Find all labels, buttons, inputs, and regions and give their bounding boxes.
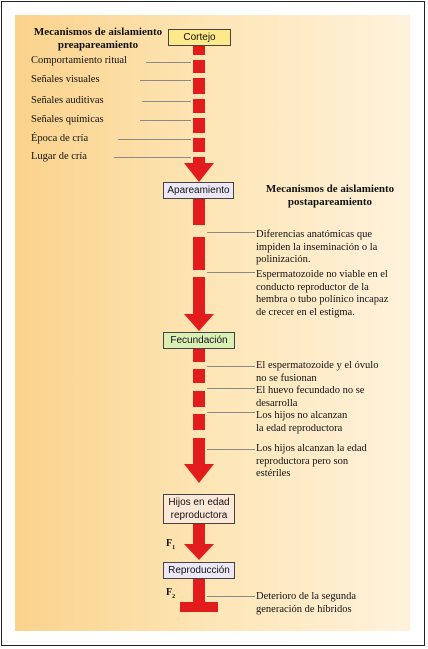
pre-item-auditory: Señales auditivas bbox=[31, 95, 104, 106]
arrow-head-3 bbox=[184, 464, 214, 484]
arrow-segment bbox=[193, 60, 205, 73]
post-connector-4 bbox=[207, 388, 255, 389]
arrow-segment bbox=[193, 277, 205, 315]
pre-item-season: Época de cría bbox=[31, 133, 89, 144]
pre-connector-6 bbox=[114, 157, 191, 158]
post-connector-5 bbox=[207, 412, 255, 413]
arrow-head-4 bbox=[184, 544, 214, 561]
post-item-sterile: Los hijos alcanzan la edad reproductora pero son estériles bbox=[256, 443, 367, 479]
arrow-segment bbox=[193, 524, 205, 545]
generation-f2: $F_2$ bbox=[166, 587, 176, 600]
arrow-segment bbox=[193, 237, 205, 270]
arrow-segment bbox=[193, 99, 205, 113]
arrow-segment bbox=[193, 347, 205, 362]
pre-item-visual: Señales visuales bbox=[31, 74, 100, 85]
post-item-sperm-nonviable: Espermatozoide no viable en el conducto reproductor de la hembra o tubo polínico incapaz de crecer en el estigma. bbox=[256, 269, 389, 318]
barrier-bar bbox=[180, 602, 218, 612]
pre-connector-2 bbox=[140, 80, 191, 81]
pre-item-chemical: Señales químicas bbox=[31, 114, 104, 125]
arrow-segment bbox=[193, 46, 205, 55]
pre-connector-3 bbox=[142, 101, 191, 102]
arrow-segment bbox=[193, 414, 205, 430]
pre-heading: Mecanismos de aislamiento preapareamiento bbox=[33, 26, 163, 51]
post-connector-6 bbox=[207, 449, 255, 450]
post-item-anatomical: Diferencias anatómicas que impiden la inseminación o la polinización. bbox=[256, 229, 378, 265]
post-item-hybrid-breakdown: Deterioro de la segunda generación de híbridos bbox=[256, 591, 357, 615]
stage-fecundacion: Fecundación bbox=[163, 332, 235, 349]
post-connector-2 bbox=[207, 272, 255, 273]
arrow-segment bbox=[193, 369, 205, 383]
arrow-head-1 bbox=[184, 163, 214, 183]
post-item-no-development: El huevo fecundado no se desarrolla bbox=[256, 385, 365, 409]
post-connector-3 bbox=[207, 366, 255, 367]
arrow-head-2 bbox=[184, 314, 214, 332]
arrow-segment bbox=[193, 391, 205, 407]
post-item-no-fusion: El espermatozoide y el óvulo no se fusionan bbox=[256, 360, 379, 384]
arrow-segment bbox=[193, 438, 205, 465]
arrow-stem-final bbox=[193, 579, 205, 603]
pre-connector-5 bbox=[118, 139, 191, 140]
stage-hijos: Hijos en edad reproductora bbox=[163, 494, 235, 524]
pre-item-ritual: Comportamiento ritual bbox=[31, 55, 127, 66]
stage-reproduccion: Reproducción bbox=[163, 562, 235, 579]
pre-item-place: Lugar de cría bbox=[31, 151, 87, 162]
arrow-segment bbox=[193, 138, 205, 152]
stage-apareamiento: Apareamiento bbox=[163, 182, 234, 199]
pre-connector-1 bbox=[146, 62, 191, 63]
arrow-segment bbox=[193, 198, 205, 225]
post-heading: Mecanismos de aislamiento postapareamiento bbox=[265, 183, 395, 208]
arrow-segment bbox=[193, 118, 205, 133]
pre-connector-4 bbox=[140, 120, 191, 121]
post-connector-1 bbox=[207, 232, 255, 233]
arrow-segment bbox=[193, 78, 205, 94]
stage-cortejo: Cortejo bbox=[168, 29, 231, 46]
generation-f1: $F_1$ bbox=[166, 538, 176, 551]
post-connector-7 bbox=[207, 596, 255, 597]
post-item-no-reproductive-age: Los hijos no alcanzan la edad reproductora bbox=[256, 410, 348, 434]
